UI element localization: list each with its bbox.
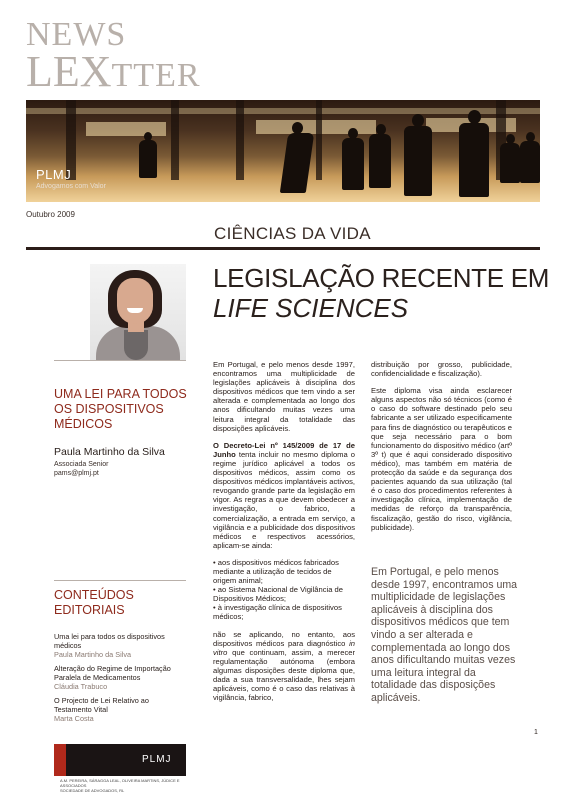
logo-text: PLMJ (142, 754, 172, 765)
article-title: UMA LEI PARA TODOS OS DISPOSITIVOS MÉDICOS (54, 387, 187, 431)
toc-item[interactable] (54, 664, 186, 691)
toc-item[interactable] (54, 696, 186, 723)
issue-date: Outubro 2009 (26, 210, 75, 219)
sidebar-divider-mid (54, 580, 186, 581)
headline-line1: LEGISLAÇÃO RECENTE EM (213, 263, 550, 293)
bullet-list (213, 558, 355, 622)
paragraph-text: não se aplicando, no entanto, aos dispositivos médicos para diagnóstico (213, 629, 355, 648)
body-column-2 (371, 360, 512, 540)
toc-item-title: O Projecto de Lei Relativo ao Testamento Vital (54, 696, 149, 714)
toc-title: CONTEÚDOS EDITORIAIS (54, 588, 134, 617)
italic-term: in vitro (213, 638, 355, 657)
firm-name (60, 778, 200, 793)
paragraph: Este diploma visa ainda esclarecer alguns aspectos não só técnicos (como é o caso do software destinado pelo seu fabricante a ser utilizado especificamente para fins de diagnóstico ou terapêuticos e que seja necessário para o bom funcionamento do dispositivo médico (artº 3º t) que é aqui considerado dispositivo médico), mas também em matéria de protecção da saúde e da segurança dos pacientes aquando da sua utilização (tal é o caso dos procedimentos referentes à investigação clínica, implementação de medidas de reforço da transparência, fiscalização, gestão do risco, vigilância, publicidade). (371, 386, 512, 532)
masthead-lex: LEX (26, 47, 112, 96)
paragraph (213, 630, 355, 703)
brand-tagline: Advogamos com Valor (36, 183, 106, 190)
toc-item[interactable] (54, 632, 186, 659)
toc-item-title: Alteração do Regime de Importação Paralela de Medicamentos (54, 664, 171, 682)
brand-name: PLMJ (36, 167, 72, 182)
paragraph (213, 441, 355, 550)
paragraph: distribuição por grosso, publicidade, confidencialidade e fiscalização). (371, 360, 512, 379)
list-item: • à investigação clínica de dispositivos médicos; (213, 603, 342, 622)
paragraph: Em Portugal, e pelo menos desde 1997, encontramos uma multiplicidade de legislações aplicáveis à disciplina dos dispositivos médicos que tem vindo a ser alterada e complementada ao longo dos anos dificultando muitas vezes uma leitura integral da totalidade das disposições aplicáveis. (213, 360, 355, 433)
list-item: • aos dispositivos médicos fabricados mediante a utilização de tecidos de origem animal; (213, 557, 339, 586)
author-portrait (90, 264, 186, 360)
paragraph-text: tenta incluir no mesmo diploma o regime jurídico aplicável a todos os dispositivos médicos, assim como os dispositivos médicos implantáveis activos, revogando grande parte da legislação em vigor. As regras a que devem obedecer a investigação, o fabrico, a comercialização, a entrada em serviço, a vigilância e a publicidade dos dispositivos médicos e respectivos acessórios, aplicam-se ainda: (213, 449, 355, 550)
toc-item-title: Uma lei para todos os dispositivos médicos (54, 632, 165, 650)
toc-item-author: Cláudia Trabuco (54, 682, 108, 691)
masthead-news: NEWS (26, 16, 127, 53)
toc-item-author: Marta Costa (54, 714, 94, 723)
page-number: 1 (534, 729, 538, 736)
paragraph-text: que continuam, assim, a merecer regulamentação autónoma (embora algumas disposições deste diploma que, dada a sua transversalidade, lhes sejam aplicáveis, como é o caso das relativas à vigilância, fabrico, (213, 647, 355, 703)
section-divider (26, 247, 540, 250)
masthead-tter: TTER (111, 57, 201, 94)
decree-reference: O Decreto-Lei nº 145/2009 de 17 de Junho (213, 440, 355, 459)
masthead-lexter (26, 47, 201, 98)
headline-line2: LIFE SCIENCES (213, 293, 409, 323)
firm-name-line2: SOCIEDADE DE ADVOGADOS, RL (60, 788, 125, 793)
sidebar-divider-top (54, 360, 186, 361)
logo-accent (54, 744, 66, 776)
author-name: Paula Martinho da Silva (54, 446, 165, 458)
author-role: Associada Senior (54, 461, 109, 468)
firm-name-line1: A.M. PEREIRA, SÁRAGGA LEAL, OLIVEIRA MARTINS, JÚDICE E ASSOCIADOS (60, 778, 180, 788)
list-item: • ao Sistema Nacional de Vigilância de Dispositivos Médicos; (213, 585, 344, 604)
pull-quote: Em Portugal, e pelo menos desde 1997, encontramos uma multiplicidade de legislações aplicáveis à disciplina dos dispositivos médicos que tem vindo a ser alterada e complementada ao longo dos anos dificultando muitas vezes uma leitura integral da totalidade das disposições aplicáveis. (371, 566, 518, 704)
section-title: CIÊNCIAS DA VIDA (214, 224, 371, 243)
body-column-1 (213, 360, 355, 710)
author-email[interactable]: pams@plmj.pt (54, 470, 99, 477)
toc-item-author: Paula Martinho da Silva (54, 650, 132, 659)
